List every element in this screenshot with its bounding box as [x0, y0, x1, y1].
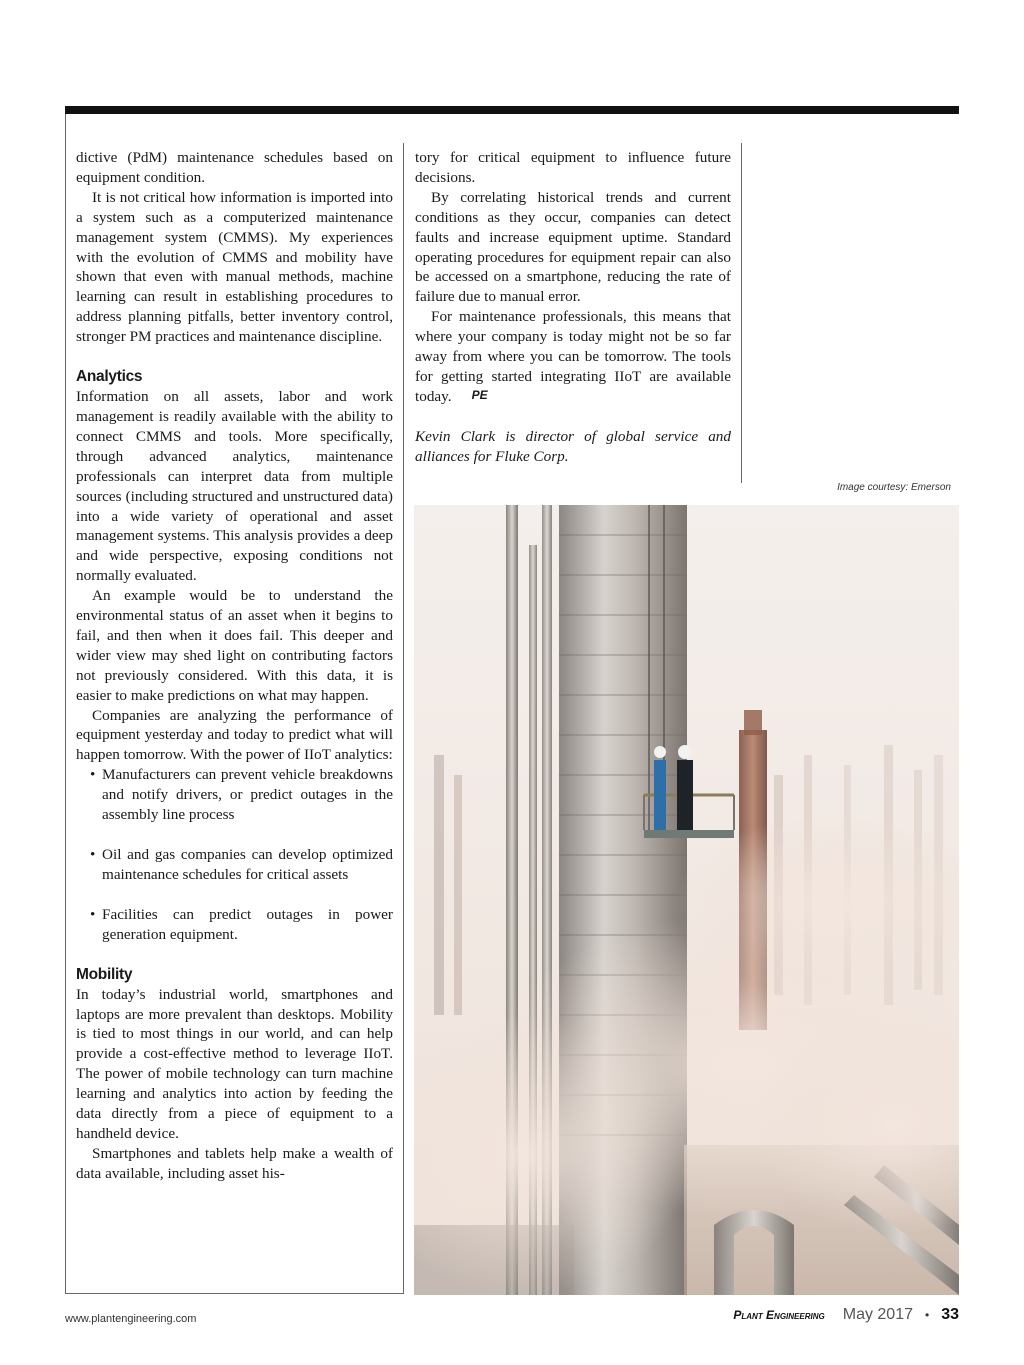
magazine-name: Plant Engineering: [733, 1308, 825, 1322]
paragraph: Information on all assets, labor and work management is readily available with the ability to connect CMMS and tools. More specifically, through advanced analytics, maintenance professionals can interpret data from multiple sources (including structured and unstructured data) into a wide variety of operational and asset management systems. This analysis provides a deep and wide perspective, exposing conditions not normally evaluated.: [76, 388, 393, 585]
paragraph: For maintenance professionals, this means that where your company is today might not be so far away from where you can be tomorrow. The tools for getting started integrating IIoT are available today. PE: [415, 308, 731, 405]
list-item: • Manufacturers can prevent vehicle breakdowns and notify drivers, or predict outages in the assembly line process: [90, 766, 393, 824]
paragraph: tory for critical equipment to influence future decisions.: [415, 149, 731, 186]
page-number: 33: [941, 1306, 959, 1323]
footer-url: www.plantengineering.com: [65, 1313, 197, 1325]
left-box-border: [65, 114, 66, 1294]
bullet-marker: •: [90, 766, 96, 784]
paragraph: Smartphones and tablets help make a wealth of data available, including asset his-: [76, 1144, 393, 1182]
paragraph: In today’s industrial world, smartphones and laptops are more prevalent than desktops. Mobility is tied to most things in our world, and can help provide a cost-effective method to leverage IIoT. The power of mobile technology can turn machine learning and analytics into action by feeding the data directly from a piece of equipment to a handheld device.: [76, 985, 393, 1142]
paragraph: It is not critical how information is imported into a system such as a computerized maintenance management system (CMMS). My experiences with the evolution of CMMS and mobility have shown that even with manual methods, machine learning can result in establishing procedures to address planning pitfalls, better inventory control, stronger PM practices and maintenance discipline.: [76, 188, 393, 346]
bullet-list: [76, 765, 393, 944]
mobility-heading: Mobility: [76, 965, 133, 983]
paragraph: Companies are analyzing the performance of equipment yesterday and today to predict what will happen tomorrow. With the power of IIoT analytics:: [76, 706, 393, 764]
image-credit: Image courtesy: Emerson: [837, 482, 951, 493]
issue-date: May 2017: [842, 1306, 913, 1323]
bullet-marker: •: [90, 846, 96, 863]
left-box-bottom-rule: [65, 1293, 404, 1294]
paragraph: By correlating historical trends and current conditions as they occur, companies can detect faults and increase equipment uptime. Standard operating procedures for equipment repair can also be accessed on a smartphone, reducing the rate of failure due to manual error.: [415, 188, 731, 306]
list-item: • Facilities can predict outages in power generation equipment.: [90, 905, 393, 943]
footer-folio: [733, 1306, 959, 1324]
bullet-marker: •: [90, 905, 96, 923]
top-rule: [65, 106, 959, 114]
column-divider: [403, 143, 404, 1294]
pe-end-mark-icon: PE: [471, 387, 488, 402]
list-item: • Oil and gas companies can develop optimized maintenance schedules for critical assets: [90, 846, 393, 883]
left-column: [76, 148, 393, 1184]
analytics-heading: Analytics: [76, 368, 143, 386]
author-bio: Kevin Clark is director of global service and alliances for Fluke Corp.: [415, 427, 731, 465]
paragraph: An example would be to understand the environmental status of an asset when it begins to fail, and then when it does fail. This deeper and wider view may shed light on contributing factors not previously considered. With this data, it is easier to make predictions on what may happen.: [76, 587, 393, 704]
right-column: [415, 148, 731, 467]
paragraph: dictive (PdM) maintenance schedules based on equipment condition.: [76, 149, 393, 186]
footer-separator: •: [925, 1308, 930, 1322]
refinery-photo: [414, 505, 959, 1295]
right-column-divider: [741, 143, 742, 483]
